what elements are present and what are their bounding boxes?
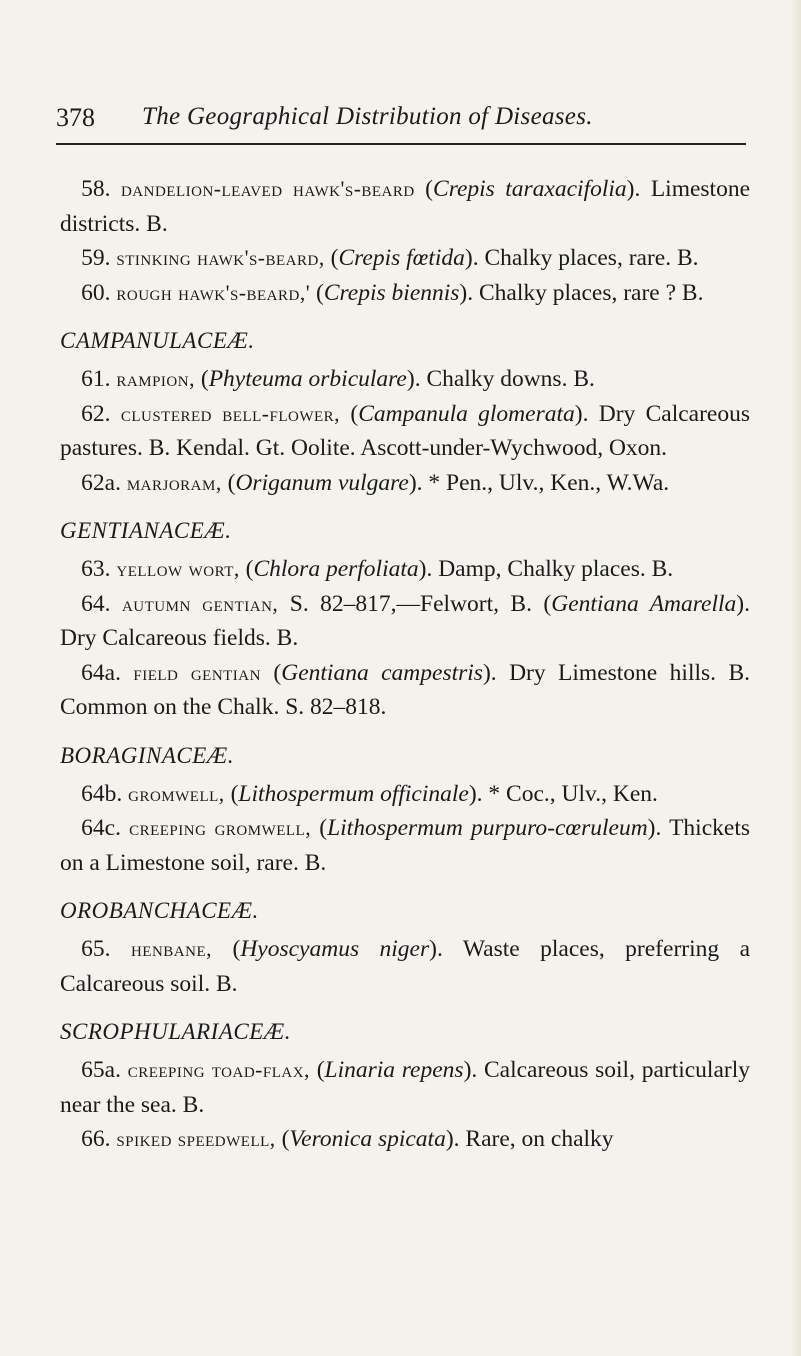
page-number: 378 (56, 103, 95, 132)
species-entry: 64. autumn gentian, S. 82–817,—Felwort, B. (Gentiana Amarella). Dry Calcareous fields. B. (60, 590, 750, 651)
species-entry: 64b. gromwell, (Lithospermum officinale). * Coc., Ulv., Ken. (81, 780, 658, 807)
family-heading: OROBANCHACEÆ. (60, 898, 259, 923)
species-entry: 62. clustered bell-flower, (Campanula glomerata). Dry Calcareous pastures. B. Kendal. Gt. Oolite. Ascott-under-Wychwood, Oxon. (60, 400, 750, 461)
species-entry: 60. rough hawk's-beard,' (Crepis biennis). Chalky places, rare ? B. (81, 279, 704, 306)
running-title: The Geographical Distribution of Diseases. (142, 103, 593, 130)
page-header (56, 103, 746, 145)
species-entry: 64a. field gentian (Gentiana campestris). Dry Limestone hills. B. Common on the Chalk. S. 82–818. (60, 659, 750, 720)
species-entry: 65a. creeping toad-flax, (Linaria repens). Calcareous soil, particularly near the sea. B. (60, 1057, 750, 1118)
family-heading: BORAGINACEÆ. (60, 742, 235, 768)
family-heading: GENTIANACEÆ. (60, 518, 232, 543)
page-edge (791, 0, 801, 1356)
species-entry: 59. stinking hawk's-beard, (Crepis fœtida). Chalky places, rare. B. (81, 245, 699, 271)
species-entry: 66. spiked speedwell, (Veronica spicata). Rare, on chalky (81, 1126, 614, 1152)
page-body (60, 172, 750, 1157)
family-heading: SCROPHULARIACEÆ. (60, 1019, 291, 1044)
species-entry: 58. dandelion-leaved hawk's-beard (Crepis taraxacifolia). Limestone districts. B. (60, 176, 751, 237)
species-entry: 61. rampion, (Phyteuma orbiculare). Chalky downs. B. (81, 366, 595, 392)
species-entry: 64c. creeping gromwell, (Lithospermum purpuro-cœruleum). Thickets on a Limestone soil, rare. B. (60, 815, 750, 876)
family-heading: CAMPANULACEÆ. (60, 328, 255, 353)
species-entry: 65. henbane, (Hyoscyamus niger). Waste places, preferring a Calcareous soil. B. (60, 936, 750, 997)
species-entry: 62a. marjoram, (Origanum vulgare). * Pen., Ulv., Ken., W.Wa. (81, 469, 670, 496)
species-entry: 63. yellow wort, (Chlora perfoliata). Damp, Chalky places. B. (81, 556, 674, 582)
